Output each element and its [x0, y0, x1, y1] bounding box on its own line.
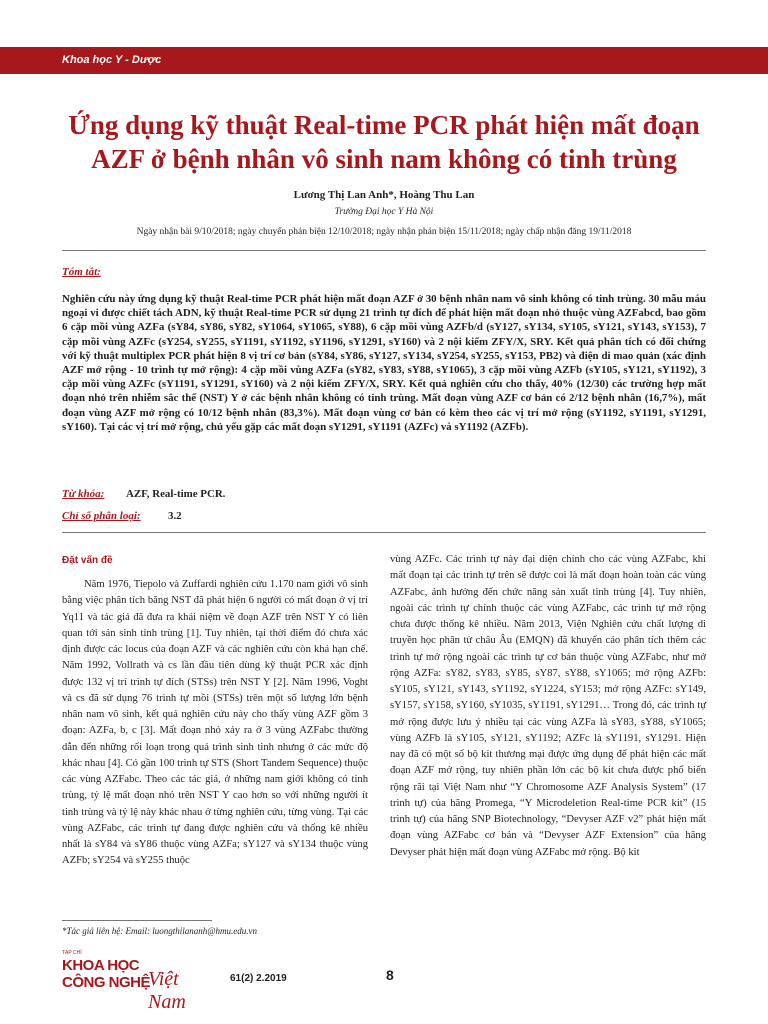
article-title: Ứng dụng kỹ thuật Real-time PCR phát hiện mất đoạn AZF ở bệnh nhân vô sinh nam không có tinh trùng — [68, 110, 700, 174]
section-heading: Đặt vấn đề — [62, 555, 113, 566]
logo-line-2: CÔNG NGHỆ — [62, 974, 151, 991]
abstract-bottom-rule — [62, 532, 706, 533]
logo-line-1: KHOA HỌC — [62, 957, 140, 974]
authors: Lương Thị Lan Anh*, Hoàng Thu Lan — [293, 189, 475, 201]
right-column-text: vùng AZFc. Các trình tự này đại diện chính cho các vùng AZFabc, khi mất đoạn tại các trình tự trên sẽ được coi là mất đoạn hoàn toàn các vùng AZFabc, ảnh hưởng đến chức năng sản xuất tinh trùng [4]. Tuy nhiên, ngoài các trình tự chính thuộc các vùng AZFabc, các trình tự mở rộng chưa được thống kê nhiều. Năm 2013, Viện Nghiên cứu chất lượng di truyền học phân tử châu Âu (EMQN) đã khuyến cáo phân tích thêm các trình tự mở rộng ngoài các trình tự cơ bản thuộc vùng AZFabc, như mở rộng AZFa: sY82, sY83, sY85, sY87, sY88, sY1065; mở rộng AZFb: sY105, sY121, sY143, sY1192, sY1224, sY153; mở rộng AZFc: sY149, sY157, sY158, sY160, sY1035, sY1191, sY1291… Trong đó, các trình tự mở rộng được lưu ý nhiều tại các vùng AZFa là sY83, sY88, sY1065; vùng AZFb là sY105, sY121, sY1192; AZFc là sY1191, sY1291. Hiện nay đã có một số bộ kit thương mại được ứng dụng để phát hiện các mất đoạn AZF mở rộng, tuy nhiên phần lớn các bộ kit chưa được phổ biến rộng rãi tại Việt Nam như “Y Chromosome AZF Analysis System” (17 trình tự) của hãng Promega, “Y Microdeletion Real-time PCR kit” (15 trình tự) của hãng SNP Biotechnology, “Devyser AZF v2” phát hiện mất đoạn vùng AZFabc cơ bản và “Devyser AZF Extension” của hãng Devyser phát hiện mất đoạn vùng AZFabc mở rộng. Bộ kit — [390, 554, 706, 858]
journal-section-label: Khoa học Y - Dược — [62, 54, 162, 66]
abstract-label: Tóm tắt: — [62, 266, 101, 278]
logo-script: Việt Nam — [148, 968, 186, 1013]
keywords-value: AZF, Real-time PCR. — [126, 488, 226, 500]
affiliation: Trường Đại học Y Hà Nội — [334, 207, 434, 217]
corresponding-author-footnote: *Tác giả liên hệ: Email: luongthilananh@hmu.edu.vn — [62, 926, 258, 936]
footnote-rule — [62, 920, 212, 921]
left-column-text: Năm 1976, Tiepolo và Zuffardi nghiên cứu 1.170 nam giới vô sinh bằng việc phân tích băng NST đã phát hiện 6 người có mất đoạn ở vị trí Yq11 và tác giả đã đưa ra khái niệm về đoạn AZF trên NST Y có liên quan tới sản sinh tinh trùng [1]. Tuy nhiên, tại thời điểm đó chưa xác định được các locus của đoạn AZF và các nghiên cứu còn khá hạn chế. Năm 1992, Vollrath và cs lần đầu tiên dùng kỹ thuật PCR xác định được 132 vị trí trình tự đích (STSs) trên NST Y [2]. Năm 1996, Voght và cs đã sử dụng 76 trình tự mồi (STSs) trên một số lượng lớn bệnh nhân nam vô sinh, kết quả nghiên cứu này cho thấy vùng AZF gồm 3 đoạn: AZFa, b, c [3]. Mất đoạn nhỏ xảy ra ở 3 vùng AZFabc thường dẫn đến những rối loạn trong quá trình sinh tinh nhưng ở các mức độ khác nhau [4]. Có gần 100 trình tự STS (Short Tandem Sequence) thuộc các vùng AZFabc. Theo các tác giả, ở những nam giới không có tinh trùng, tỷ lệ mất đoạn nhỏ trên NST Y cao hơn so với những người ít tinh trùng và tỷ lệ này khác nhau ở từng nghiên cứu, từng vùng. Tại các vùng AZFabc, các trình tự đang được nghiên cứu và thống kê nhiều nhất là sY84 và sY86 thuộc vùng AZFa; sY127 và sY134 thuộc vùng AZFb; sY254 và sY255 thuộc — [62, 579, 368, 867]
abstract-text: Nghiên cứu này ứng dụng kỹ thuật Real-time PCR phát hiện mất đoạn AZF ở 30 bệnh nhân nam vô sinh không có tinh trùng. 30 mẫu máu ngoại vi được chiết tách ADN, kỹ thuật Real-time PCR sử dụng 21 trình tự đích để phát hiện mất đoạn nhỏ thuộc vùng AZFabcd, bao gồm 6 cặp mồi vùng AZFa (sY84, sY86, sY82, sY1064, sY1065, sY88), 6 cặp mồi vùng AZFb/d (sY127, sY134, sY105, sY121, sY143, sY153), 7 cặp mồi vùng AZFc (sY254, sY255, sY1191, sY1192, sY1196, sY1291, sY160) và 2 nội kiểm ZFY/X, SRY. Kết quả phân tích có đối chứng với kỹ thuật multiplex PCR phát hiện 8 vị trí cơ bản (sY84, sY86, sY127, sY134, sY254, sY255, sY153, PB2) và điện di mao quản (xác định AZF mở rộng - 10 trình tự mở rộng): 4 cặp mồi vùng AZFa (sY82, sY83, sY88, sY1065), 3 cặp mồi vùng AZFb (sY105, sY121, sY1192), 3 cặp mồi vùng AZFc (sY1191, sY1291, sY160) và 2 nội kiểm ZFY/X, SRY. Kết quả nghiên cứu cho thấy, 40% (12/30) các trường hợp mất đoạn nhỏ trên nhiễm sắc thể (NST) Y ở các bệnh nhân không có tinh trùng. Mất đoạn vùng AZF cơ bản có 2/12 bệnh nhân (16,7%), mất đoạn vùng AZF mở rộng có 10/12 bệnh nhân (83,3%). Mất đoạn vùng cơ bản có kèm theo các vị trí mở rộng (sY1192, sY1191, sY1291, sY160). Tại các vị trí mở rộng, chủ yếu gặp các mất đoạn sY1291, sY1191 (AZFc) và sY1192 (AZFb). — [62, 293, 706, 433]
page-number: 8 — [386, 967, 394, 983]
journal-logo — [62, 950, 202, 1013]
abstract-top-rule — [62, 250, 706, 251]
keywords-label: Từ khóa: — [62, 488, 105, 500]
classification-label: Chỉ số phân loại: — [62, 510, 141, 522]
logo-small-text: TẠP CHÍ — [62, 950, 82, 956]
submission-dates: Ngày nhận bài 9/10/2018; ngày chuyển phản biện 12/10/2018; ngày nhận phản biện 15/11/2018; ngày chấp nhận đăng 19/11/2018 — [136, 227, 632, 237]
issue-number: 61(2) 2.2019 — [230, 973, 287, 984]
classification-value: 3.2 — [168, 510, 182, 522]
